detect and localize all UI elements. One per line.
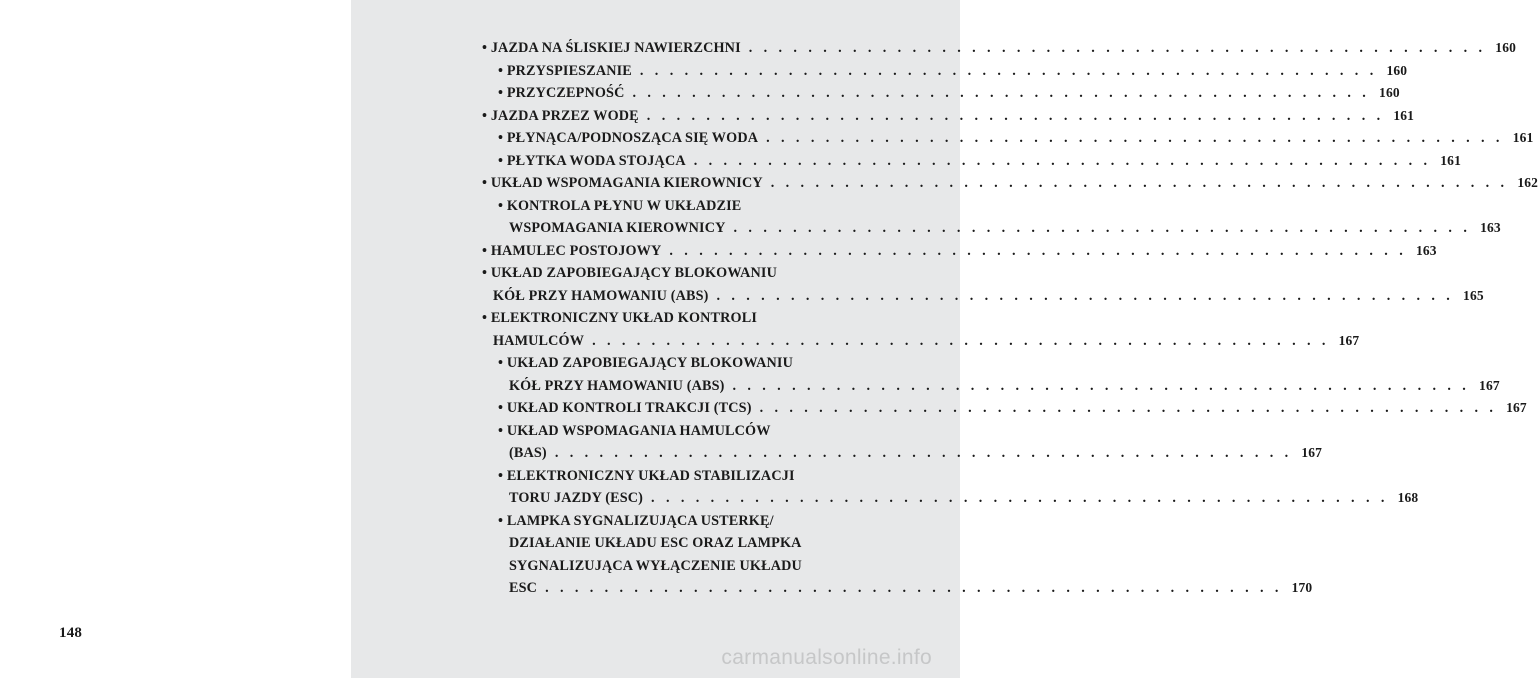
toc-entry[interactable] — [482, 307, 1360, 352]
toc-entry-title-continued: TORU JAZDY (ESC) — [509, 490, 644, 506]
toc-entry-title: • PRZYCZEPNOŚĆ — [498, 85, 625, 101]
toc-page-number: 167 — [1506, 400, 1527, 415]
left-page — [0, 0, 351, 678]
dot-leader: . . . . . . . . . . . . . . . . . . . . . . . . . . . . . . . . . . . . . . . . . . . . . . . . . . — [766, 130, 1504, 146]
toc-entry-title: • UKŁAD KONTROLI TRAKCJI (TCS) — [498, 400, 752, 416]
toc-page-number: 167 — [1301, 445, 1323, 460]
toc-page-number: 170 — [1291, 580, 1313, 595]
toc-page-number: 161 — [1440, 152, 1461, 168]
dot-leader: . . . . . . . . . . . . . . . . . . . . . . . . . . . . . . . . . . . . . . . . . . . . . . . . . . — [554, 445, 1293, 461]
toc-entry[interactable] — [482, 37, 1516, 60]
toc-entry-title-continued: WSPOMAGANIA KIEROWNICY — [509, 220, 726, 236]
toc-subentry[interactable] — [482, 150, 1461, 173]
dot-leader: . . . . . . . . . . . . . . . . . . . . . . . . . . . . . . . . . . . . . . . . . . . . . . . . . . — [646, 107, 1385, 124]
toc-page-number: 163 — [1480, 220, 1501, 235]
toc-page-number: 160 — [1386, 62, 1408, 78]
toc-page-number: 160 — [1495, 40, 1516, 55]
toc-entry-title-continued: HAMULCÓW — [493, 332, 585, 349]
toc-page-number: 160 — [1379, 85, 1400, 100]
page-number: 148 — [59, 625, 83, 641]
toc-entry[interactable] — [482, 262, 1484, 307]
toc-page-number: 165 — [1463, 287, 1484, 303]
toc-entry-title: • UKŁAD ZAPOBIEGAJĄCY BLOKOWANIU — [482, 265, 777, 281]
toc-entry-title-continued: KÓŁ PRZY HAMOWANIU (ABS) — [493, 287, 709, 304]
toc-subentry[interactable] — [482, 397, 1527, 420]
dot-leader: . . . . . . . . . . . . . . . . . . . . . . . . . . . . . . . . . . . . . . . . . . . . . . . . . . — [545, 580, 1283, 596]
toc-subentry[interactable] — [482, 127, 1534, 150]
dot-leader: . . . . . . . . . . . . . . . . . . . . . . . . . . . . . . . . . . . . . . . . . . . . . . . . . . — [716, 287, 1454, 304]
toc-subentry[interactable] — [482, 420, 1323, 465]
dot-leader: . . . . . . . . . . . . . . . . . . . . . . . . . . . . . . . . . . . . . . . . . . . . . . . . . . — [639, 62, 1378, 79]
toc-entry-title: • PŁYTKA WODA STOJĄCA — [498, 152, 686, 169]
toc-entry-title-continued: DZIAŁANIE UKŁADU ESC ORAZ LAMPKA — [509, 535, 802, 551]
dot-leader: . . . . . . . . . . . . . . . . . . . . . . . . . . . . . . . . . . . . . . . . . . . . . . . . . . — [592, 332, 1330, 349]
dot-leader: . . . . . . . . . . . . . . . . . . . . . . . . . . . . . . . . . . . . . . . . . . . . . . . . . . — [693, 152, 1431, 169]
toc-subentry[interactable] — [482, 510, 1313, 600]
watermark-text: carmanualsonline.info — [721, 646, 932, 669]
toc-entry-title-continued: KÓŁ PRZY HAMOWANIU (ABS) — [509, 377, 725, 394]
toc-subentry[interactable] — [482, 352, 1500, 397]
toc-subentry[interactable] — [482, 195, 1501, 240]
toc-entry-title: • UKŁAD ZAPOBIEGAJĄCY BLOKOWANIU — [498, 355, 793, 371]
toc-entry-title: • LAMPKA SYGNALIZUJĄCA USTERKĘ/ — [498, 512, 774, 529]
dot-leader: . . . . . . . . . . . . . . . . . . . . . . . . . . . . . . . . . . . . . . . . . . . . . . . . . . — [651, 490, 1389, 506]
toc-entry-title: • PRZYSPIESZANIE — [498, 62, 632, 79]
dot-leader: . . . . . . . . . . . . . . . . . . . . . . . . . . . . . . . . . . . . . . . . . . . . . . . . . . — [748, 40, 1486, 56]
dot-leader: . . . . . . . . . . . . . . . . . . . . . . . . . . . . . . . . . . . . . . . . . . . . . . . . . . — [759, 400, 1497, 416]
toc-page-number: 168 — [1397, 490, 1419, 505]
toc-subentry[interactable] — [482, 465, 1419, 510]
dot-leader: . . . . . . . . . . . . . . . . . . . . . . . . . . . . . . . . . . . . . . . . . . . . . . . . . . — [770, 175, 1509, 191]
toc-page-number: 161 — [1512, 130, 1534, 145]
toc-entry-title: • ELEKTRONICZNY UKŁAD KONTROLI — [482, 310, 757, 326]
dot-leader: . . . . . . . . . . . . . . . . . . . . . . . . . . . . . . . . . . . . . . . . . . . . . . . . . . — [632, 85, 1370, 101]
toc-entry-title-continued: (BAS) — [509, 445, 547, 461]
toc-entry[interactable] — [482, 105, 1415, 128]
toc-page-number: 167 — [1479, 377, 1500, 393]
toc-entry-title: • JAZDA NA ŚLISKIEJ NAWIERZCHNI — [482, 40, 741, 56]
toc-page-number: 162 — [1517, 175, 1538, 190]
toc-page-number: 163 — [1415, 242, 1437, 258]
dot-leader: . . . . . . . . . . . . . . . . . . . . . . . . . . . . . . . . . . . . . . . . . . . . . . . . . . — [669, 242, 1407, 259]
toc-entry-title: • UKŁAD WSPOMAGANIA KIEROWNICY — [482, 175, 763, 191]
toc-subentry[interactable] — [482, 60, 1408, 83]
toc-page-number: 167 — [1338, 332, 1360, 348]
toc-entry-title: • UKŁAD WSPOMAGANIA HAMULCÓW — [498, 422, 771, 439]
toc-entry[interactable] — [482, 240, 1437, 263]
toc-entry-title: • JAZDA PRZEZ WODĘ — [482, 107, 639, 124]
toc-entry-title: • ELEKTRONICZNY UKŁAD STABILIZACJI — [498, 467, 795, 484]
toc-subentry[interactable] — [482, 82, 1400, 105]
toc-entry[interactable] — [482, 172, 1538, 195]
toc-entry-title: • KONTROLA PŁYNU W UKŁADZIE — [498, 197, 742, 214]
table-of-contents — [482, 37, 1538, 600]
toc-page-number: 161 — [1393, 107, 1415, 123]
dot-leader: . . . . . . . . . . . . . . . . . . . . . . . . . . . . . . . . . . . . . . . . . . . . . . . . . . — [732, 377, 1470, 394]
toc-entry-title: • HAMULEC POSTOJOWY — [482, 242, 662, 259]
toc-entry-title-continued: ESC — [509, 580, 538, 596]
toc-entry-title: • PŁYNĄCA/PODNOSZĄCA SIĘ WODA — [498, 130, 759, 146]
dot-leader: . . . . . . . . . . . . . . . . . . . . . . . . . . . . . . . . . . . . . . . . . . . . . . . . . . — [733, 220, 1471, 236]
toc-entry-title-continued: SYGNALIZUJĄCA WYŁĄCZENIE UKŁADU — [509, 557, 802, 574]
